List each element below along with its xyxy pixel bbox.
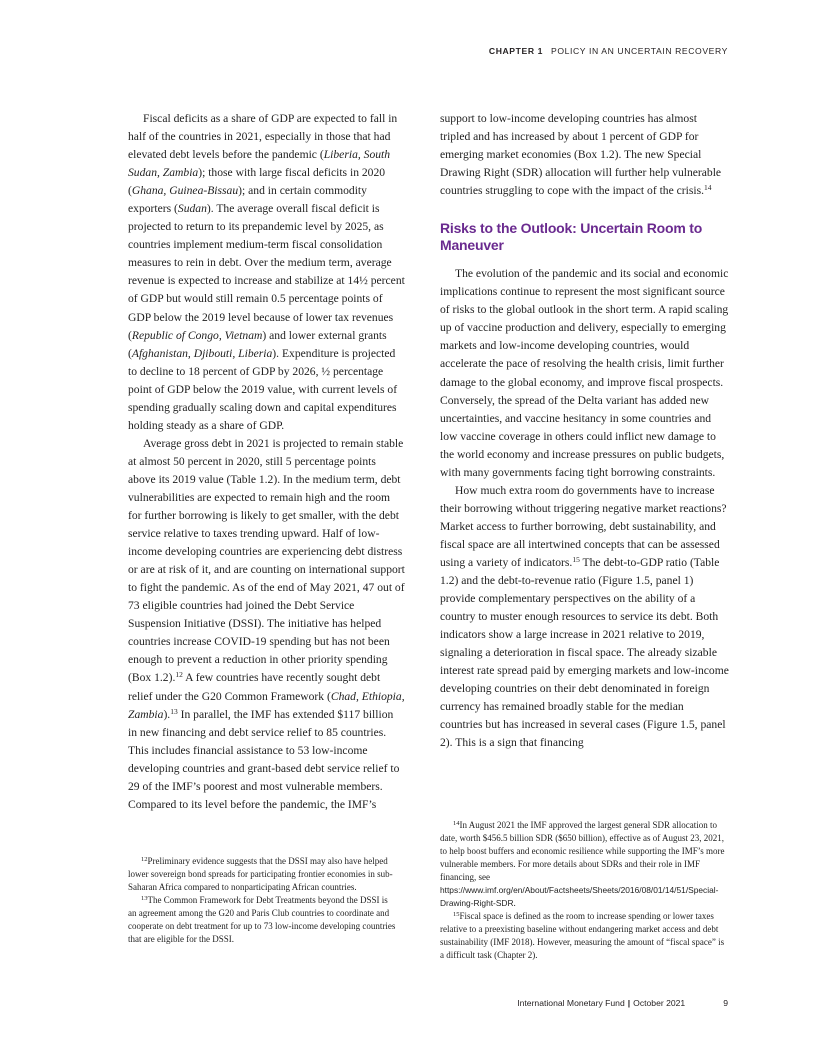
running-head <box>489 46 728 56</box>
page-number: 9 <box>723 998 728 1008</box>
text-run: In parallel, the IMF has extended $117 billion in new financing and debt service relief to 85 countries. This includes financial assistance to 53 low-income developing countries and grant-based debt service relief to 29 of the IMF’s poorest and most vulnerable members. Compared to its level before the pandemic, the IMF’s <box>128 707 400 811</box>
text-run: ); and in certain commodity exporters ( <box>128 184 367 216</box>
paragraph-fiscal-deficits <box>128 110 405 435</box>
text-run: The debt-to-GDP ratio (Table 1.2) and the debt-to-revenue ratio (Figure 1.5, panel 1) provide complementary perspectives on the ability of a country to muster enough resources to service its debt. Both indicators show a large increase in 2021 relative to 2019, signaling a deterioration in fiscal space. The already sizable interest rate spread paid by emerging markets and low-income developing countries on their debt denominated in foreign currency has remained broadly stable for the median countries but has increased in several cases (Figure 1.5, panel 2). This is a sign that financing <box>440 555 729 750</box>
publication-date: October 2021 <box>633 998 686 1008</box>
footnote-number: 12 <box>141 856 148 863</box>
text-run: ). Expenditure is projected to decline to 18 percent of GDP by 2026, ½ percentage point of GDP below the 2019 value, with current levels of spending gradually scaling down and capital expenditures holding steady as a share of GDP. <box>128 346 398 432</box>
paragraph-extra-room <box>440 482 729 753</box>
footnote-14 <box>440 819 729 910</box>
footnote-ref-15[interactable]: 15 <box>572 554 580 564</box>
country-list: Chad, Ethiopia, Zambia <box>128 689 405 721</box>
text-run: Fiscal deficits as a share of GDP are expected to fall in half of the countries in 2021, especially in those that had elevated debt levels before the pandemic ( <box>128 112 398 162</box>
country-list: Republic of Congo, Vietnam <box>131 328 263 342</box>
chapter-title: POLICY IN AN UNCERTAIN RECOVERY <box>551 46 728 56</box>
paragraph-gross-debt <box>128 435 405 814</box>
footnote-text: Preliminary evidence suggests that the DSSI may also have helped lower sovereign bond spreads for participating frontier economies in sub-Saharan Africa compared to nonparticipating African countries. <box>128 856 393 892</box>
country-list: Ghana, Guinea-Bissau <box>131 184 239 198</box>
chapter-label: CHAPTER 1 <box>488 46 543 56</box>
text-run: support to low-income developing countries has almost tripled and has increased by about 1 percent of GDP for emerging market economies (Box 1.2). The new Special Drawing Right (SDR) allocation will further help vulnerable countries struggling to cope with the impact of the crisis. <box>440 112 722 198</box>
sdr-factsheet-link[interactable]: https://www.imf.org/en/About/Factsheets/Sheets/2016/08/01/14/51/Special-Drawing-Right-SDR <box>440 885 719 908</box>
footnote-ref-14[interactable]: 14 <box>704 183 712 193</box>
text-run: Average gross debt in 2021 is projected to remain stable at almost 50 percent in 2020, still 5 percentage points above its 2019 value (Table 1.2). In the medium term, debt vulnerabilities are expected to remain high and the room for further borrowing is likely to get smaller, with the debt service relative to taxes trending upward. Half of low-income developing countries are experiencing debt distress or are at risk of it, and are counting on international support to fight the pandemic. As of the end of May 2021, 47 out of 73 eligible countries had joined the Debt Service Suspension Initiative (DSSI). The initiative has helped countries increase COVID-19 spending but has not been enough to prevent a reduction in other priority spending (Box 1.2). <box>128 436 405 685</box>
text-run: ) and lower external grants ( <box>128 328 387 360</box>
country-list: Sudan <box>177 202 207 216</box>
publisher: International Monetary Fund <box>517 998 625 1008</box>
right-column <box>440 110 729 753</box>
page-footer <box>517 998 728 1008</box>
text-run: ); those with large fiscal deficits in 2020 ( <box>128 166 386 198</box>
paragraph-imf-support <box>440 110 729 200</box>
country-list: Afghanistan, Djibouti, Liberia <box>131 346 273 360</box>
footer-separator: | <box>627 998 631 1008</box>
text-run: ). The average overall fiscal deficit is projected to return to its prepandemic level by 2025, as countries implement medium-term fiscal consolidation measures to rein in debt. Over the medium term, average revenue is expected to increase and stabilize at 14½ percent of GDP but would still remain 0.5 percentage points of GDP below the 2019 level because of lower tax revenues ( <box>128 202 405 342</box>
footnote-number: 13 <box>141 895 148 902</box>
footnote-text: The Common Framework for Debt Treatments beyond the DSSI is an agreement among the G20 and Paris Club countries to coordinate and cooperate on debt treatment for up to 73 low-income developing countries that are eligible for the DSSI. <box>128 895 396 944</box>
footnote-text: Fiscal space is defined as the room to increase spending or lower taxes relative to a preexisting baseline without endangering market access and debt sustainability (IMF 2018). However, measuring the amount of “fiscal space” is a difficult task (Chapter 2). <box>440 911 725 960</box>
footnote-number: 14 <box>453 820 460 827</box>
country-list: Liberia, South Sudan, Zambia <box>128 148 391 180</box>
footnotes-left <box>128 855 398 946</box>
left-column <box>128 110 405 814</box>
text-run: ). <box>163 707 171 721</box>
footnote-text: In August 2021 the IMF approved the largest general SDR allocation to date, worth $456.5 billion SDR ($650 billion), effective as of August 23, 2021, to help boost buffers and economic resilience while supporting the IMF’s more vulnerable members. For more details about SDRs and their role in IMF financing, see <box>440 820 725 882</box>
footnote-number: 15 <box>453 911 460 918</box>
footnote-text: . <box>513 898 516 908</box>
footnote-ref-12[interactable]: 12 <box>175 670 183 680</box>
footnote-12 <box>128 855 398 894</box>
text-run: A few countries have recently sought debt relief under the G20 Common Framework ( <box>128 671 381 703</box>
footnote-ref-13[interactable]: 13 <box>170 706 178 716</box>
footnote-15 <box>440 910 729 962</box>
section-heading: Risks to the Outlook: Uncertain Room to Maneuver <box>440 220 703 254</box>
text-run: How much extra room do governments have to increase their borrowing without triggering negative market reactions? Market access to further borrowing, debt sustainability, and fiscal space are all intertwined concepts that can be assessed using a variety of indicators. <box>440 483 727 569</box>
footnotes-right <box>440 819 729 962</box>
footnote-13 <box>128 894 398 946</box>
paragraph-pandemic-evolution: The evolution of the pandemic and its social and economic implications continue to represent the most significant source of risks to the global outlook in the short term. A rapid scaling up of vaccine production and delivery, especially to emerging markets and low-income developing countries, would accelerate the pace of resolving the health crisis, limit further damage to the global economy, and improve fiscal prospects. Conversely, the spread of the Delta variant has added new uncertainties, and vaccine hesitancy in some countries and low vaccine coverage in others could inflict new damage to the world economy and increase pressures on public budgets, with many governments facing tight borrowing constraints. <box>440 267 729 479</box>
